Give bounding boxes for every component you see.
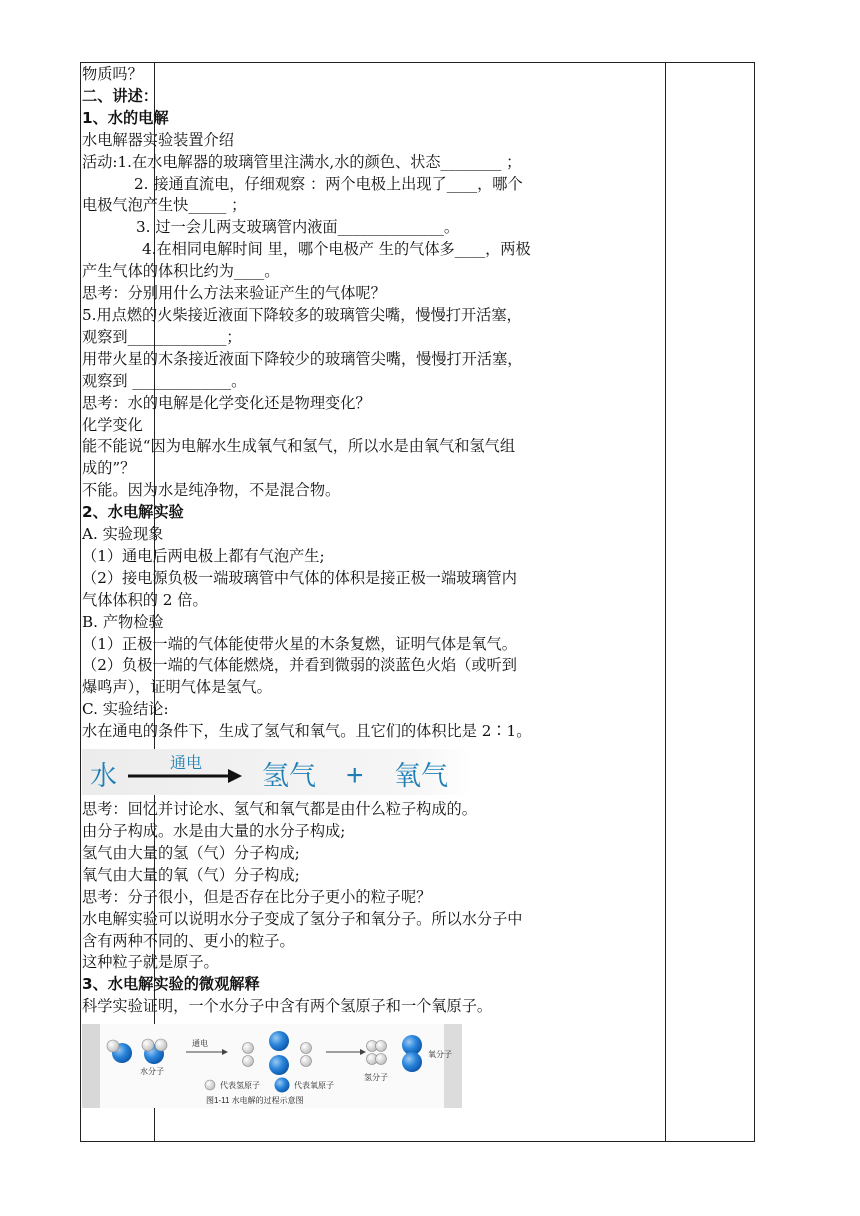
text-line: C. 实验结论: <box>82 700 169 719</box>
text-block-b <box>82 799 582 1018</box>
text-line: 思考：水的电解是化学变化还是物理变化？ <box>82 393 371 412</box>
text-line: 氢气由大量的氢（气）分子构成; <box>82 843 300 862</box>
text-line: （2）负极一端的气体能燃烧，并看到微弱的淡蓝色火焰（或听到 <box>82 656 517 675</box>
label-hydrogen-molecule: 氢分子 <box>364 1073 388 1083</box>
table-column-right <box>666 63 754 1141</box>
label-water-molecule: 水分子 <box>140 1067 164 1077</box>
text-line: 思考：回忆并讨论水、氢气和氧气都是由什么粒子构成的。 <box>82 800 477 819</box>
text-line: 由分子构成。水是由大量的水分子构成; <box>82 822 346 840</box>
text-line: 含有两种不同的、更小的粒子。 <box>82 931 295 950</box>
process-diagram <box>82 1024 462 1108</box>
text-line: B. 产物检验 <box>82 612 164 631</box>
text-line: 观察到_____________； <box>82 327 242 346</box>
text-line: （2）接电源负极一端玻璃管中气体的体积是接正极一端玻璃管内 <box>82 568 517 587</box>
text-line: 水电解实验可以说明水分子变成了氢分子和氧分子。所以水分子中 <box>82 909 523 928</box>
text-line: 3. 过一会儿两支玻璃管内液面______________。 <box>136 218 460 237</box>
text-line: 1、水的电解 <box>82 108 169 127</box>
text-line: （1）正极一端的气体能使带火星的木条复燃，证明气体是氧气。 <box>82 634 517 653</box>
equation-product-hydrogen: 氢气 <box>262 761 316 792</box>
text-line: 化学变化 <box>82 415 143 434</box>
equation-product-oxygen: 氧气 <box>394 761 448 792</box>
lesson-content <box>82 64 582 1108</box>
legend-oxygen: 代表氧原子 <box>294 1081 334 1091</box>
text-line: 3、水电解实验的微观解释 <box>82 975 260 994</box>
text-line: 产生气体的体积比约为____。 <box>82 262 280 281</box>
text-line: 不能。因为水是纯净物，不是混合物。 <box>82 481 341 500</box>
text-line: 科学实验证明，一个水分子中含有两个氢原子和一个氧原子。 <box>82 997 493 1016</box>
text-line: 用带火星的木条接近液面下降较少的玻璃管尖嘴，慢慢打开活塞， <box>82 349 523 368</box>
equation-condition: 通电 <box>170 755 203 773</box>
text-line: 4.在相同电解时间 里，哪个电极产 生的气体多____，两极 <box>142 240 531 259</box>
text-line: 5.用点燃的火柴接近液面下降较多的玻璃管尖嘴，慢慢打开活塞， <box>82 305 522 324</box>
text-line: 电极气泡产生快_____ ； <box>82 196 247 215</box>
text-line: 水在通电的条件下，生成了氢气和氧气。且它们的体积比是 2∶1。 <box>82 722 532 741</box>
equation-plus: + <box>346 759 364 793</box>
text-line: 爆鸣声），证明气体是氢气。 <box>82 678 272 697</box>
text-line: 观察到 _____________。 <box>82 371 247 390</box>
text-line: 二、讲述： <box>82 86 158 105</box>
text-line: 思考：分别用什么方法来验证产生的气体呢？ <box>82 284 386 303</box>
text-line: 思考：分子很小，但是否存在比分子更小的粒子呢？ <box>82 887 432 906</box>
label-oxygen-molecule: 氧分子 <box>428 1050 452 1060</box>
equation-graphic <box>82 749 472 795</box>
text-line: 物质吗？ <box>82 65 143 83</box>
electrolysis-equation <box>82 749 582 795</box>
text-line: 这种粒子就是原子。 <box>82 953 219 972</box>
text-line: 水电解器实验装置介绍 <box>82 130 234 149</box>
legend-hydrogen: 代表氢原子 <box>220 1081 260 1091</box>
text-line: 气体体积的 2 倍。 <box>82 590 208 609</box>
text-line: 能不能说“因为电解水生成氧气和氢气，所以水是由氧气和氢气组 <box>82 437 516 456</box>
text-line: A. 实验现象 <box>82 525 164 544</box>
text-line: 活动:1.在水电解器的玻璃管里注满水,水的颜色、状态________ ； <box>82 152 522 171</box>
text-block-a <box>82 64 582 743</box>
text-line: 2. 接通直流电，仔细观察 ：两个电极上出现了____，哪个 <box>134 174 523 193</box>
electrolysis-process-figure <box>82 1024 582 1108</box>
equation-reactant: 水 <box>90 761 117 792</box>
text-line: 2、水电解实验 <box>82 503 184 522</box>
label-condition: 通电 <box>192 1039 208 1049</box>
text-line: （1）通电后两电极上都有气泡产生; <box>82 546 325 565</box>
text-line: 成的”？ <box>82 459 136 478</box>
figure-caption: 图1-11 水电解的过程示意图 <box>206 1096 304 1106</box>
text-line: 氧气由大量的氧（气）分子构成; <box>82 865 300 884</box>
